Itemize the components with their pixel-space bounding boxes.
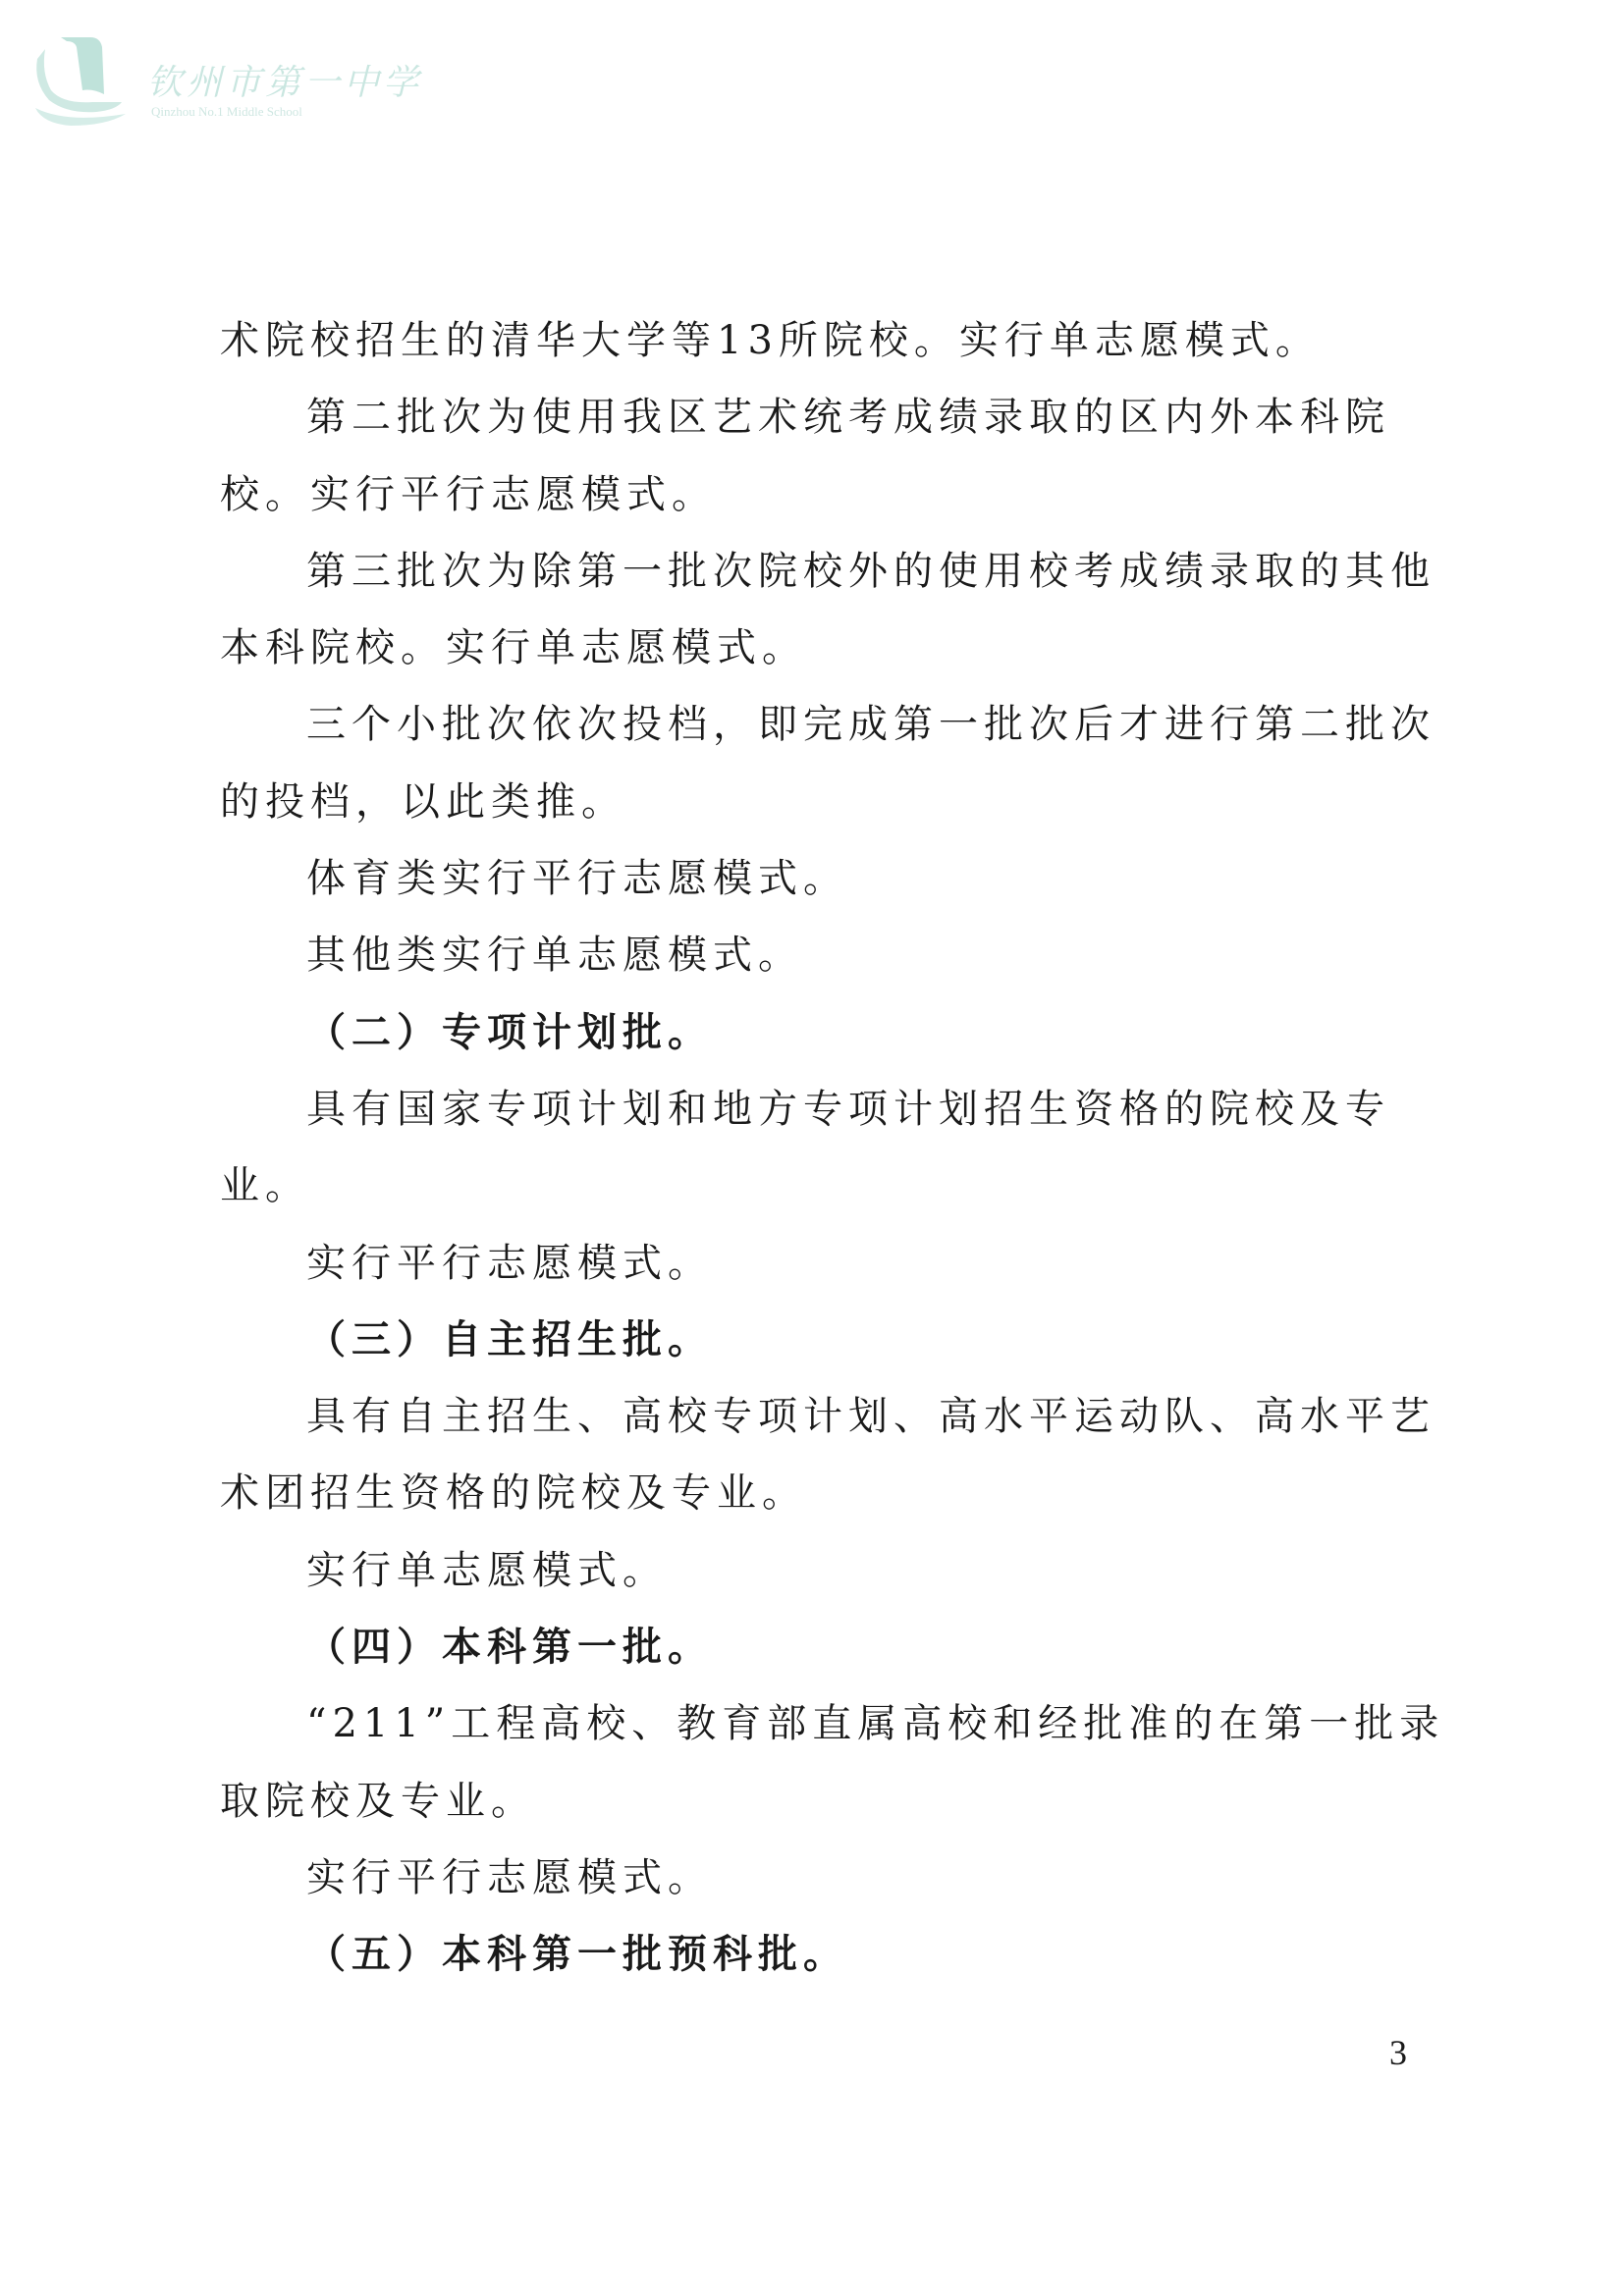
school-emblem-icon [27, 29, 135, 128]
text-line: 实行平行志愿模式。 [306, 1854, 713, 1900]
text-line: “211”工程高校、教育部直属高校和经批准的在第一批录 [306, 1701, 1445, 1747]
text-line: 第二批次为使用我区艺术统考成绩录取的区内外本科院 [306, 395, 1390, 441]
section-heading-independent-admission: （三）自主招生批。 [306, 1315, 713, 1362]
text-line: 的投档，以此类推。 [220, 778, 626, 825]
section-heading-first-batch: （四）本科第一批。 [306, 1624, 713, 1671]
text-line: 术团招生资格的院校及专业。 [220, 1470, 807, 1517]
text-line: 其他类实行单志愿模式。 [306, 933, 803, 979]
school-name-cn: 钦州市第一中学 [147, 63, 423, 103]
text-line: 取院校及专业。 [220, 1778, 536, 1824]
text-line: 实行单志愿模式。 [306, 1547, 668, 1593]
text-line: 具有自主招生、高校专项计划、高水平运动队、高水平艺 [306, 1394, 1435, 1440]
section-heading-preparatory-batch: （五）本科第一批预科批。 [306, 1931, 848, 1978]
text-line: 术院校招生的清华大学等13所院校。实行单志愿模式。 [220, 318, 1321, 363]
text-line: 三个小批次依次投档，即完成第一批次后才进行第二批次 [306, 702, 1435, 748]
section-heading-special-plan: （二）专项计划批。 [306, 1008, 713, 1055]
page-number: 3 [1389, 2033, 1407, 2072]
text-line: 具有国家专项计划和地方专项计划招生资格的院校及专 [306, 1086, 1390, 1132]
text-line: 校。实行平行志愿模式。 [220, 471, 717, 517]
school-logo [27, 29, 423, 128]
text-line: 体育类实行平行志愿模式。 [306, 856, 848, 902]
body-text [220, 302, 1445, 1994]
text-line: 实行平行志愿模式。 [306, 1240, 713, 1286]
text-line: 本科院校。实行单志愿模式。 [220, 625, 807, 671]
school-name-en: Qinzhou No.1 Middle School [151, 104, 302, 119]
text-line: 第三批次为除第一批次院校外的使用校考成绩录取的其他 [306, 548, 1435, 594]
text-line: 业。 [220, 1163, 310, 1209]
